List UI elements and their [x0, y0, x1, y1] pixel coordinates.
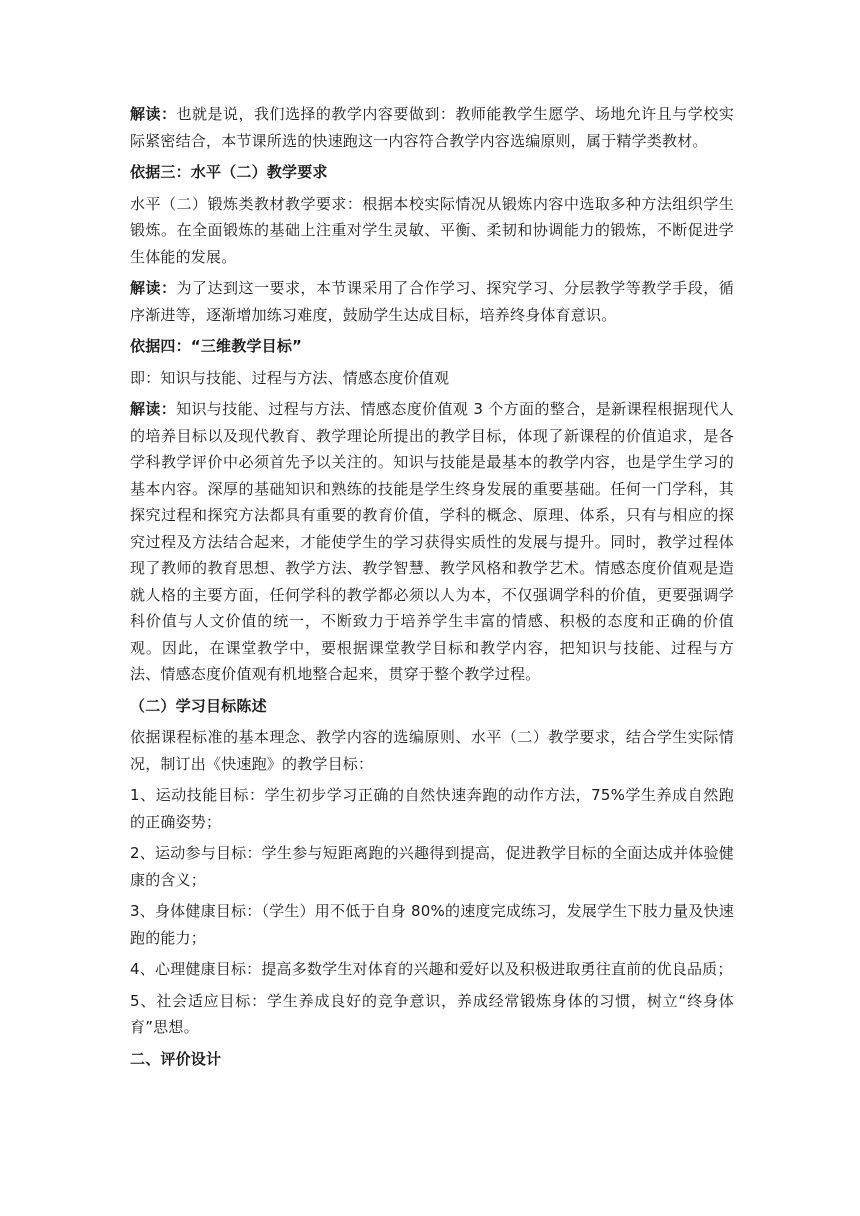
paragraph-three-dimensions: 即：知识与技能、过程与方法、情感态度价值观	[130, 368, 450, 387]
paragraph-text: 为了达到这一要求，本节课采用了合作学习、探究学习、分层教学等教学手段，循序渐进等，逐渐增加练习难度，鼓励学生达成目标，培养终身体育意识。	[130, 279, 734, 324]
objective-item-4: 4、心理健康目标：提高多数学生对体育的兴趣和爱好以及积极进取勇往直前的优良品质；	[130, 960, 733, 978]
objective-item-3: 3、身体健康目标：（学生）用不低于自身 80%的速度完成练习，发展学生下肢力量及快速跑的能力；	[130, 902, 734, 947]
heading-basis-four: 依据四：“三维教学目标”	[130, 337, 303, 355]
paragraph-interpretation-3	[130, 396, 734, 688]
paragraph-text: 知识与技能、过程与方法、情感态度价值观 3 个方面的整合，是新课程根据现代人的培养目标以及现代教育、教学理论所提出的教学目标，体现了新课程的价值追求，是各学科教学评价中必须首先予以关注的。知识与技能是最基本的教学内容，也是学生学习的基本内容。深厚的基础知识和熟练的技能是学生终身发展的重要基础。任何一门学科，其探究过程和探究方法都具有重要的教育价值，学科的概念、原理、体系，只有与相应的探究过程及方法结合起来，才能使学生的学习获得实质性的发展与提升。同时，教学过程体现了教师的教育思想、教学方法、教学智慧、教学风格和教学艺术。情感态度价值观是造就人格的主要方面，任何学科的教学都必须以人为本，不仅强调学科的价值，更要强调学科价值与人文价值的统一，不断致力于培养学生丰富的情感、积极的态度和正确的价值观。因此，在课堂教学中，要根据课堂教学目标和教学内容，把知识与技能、过程与方法、情感态度价值观有机地整合起来，贯穿于整个教学过程。	[130, 400, 734, 683]
objective-item-1: 1、运动技能目标：学生初步学习正确的自然快速奔跑的动作方法，75%学生养成自然跑的正确姿势；	[130, 786, 734, 831]
interpretation-label: 解读：	[130, 279, 177, 297]
objective-item-2: 2、运动参与目标：学生参与短距离跑的兴趣得到提高，促进教学目标的全面达成并体验健康的含义；	[130, 844, 734, 889]
objective-item-5: 5、社会适应目标：学生养成良好的竞争意识，养成经常锻炼身体的习惯，树立“终身体育”思想。	[130, 991, 734, 1036]
interpretation-label: 解读：	[130, 400, 177, 418]
paragraph-text: 也就是说，我们选择的教学内容要做到：教师能教学生愿学、场地允许且与学校实际紧密结合，本节课所选的快速跑这一内容符合教学内容选编原则，属于精学类教材。	[130, 105, 734, 150]
heading-basis-three: 依据三：水平（二）教学要求	[130, 163, 328, 181]
heading-learning-objectives: （二）学习目标陈述	[130, 696, 267, 715]
paragraph-interpretation-1	[130, 101, 734, 154]
interpretation-label: 解读：	[130, 105, 177, 123]
document-page	[130, 101, 734, 1077]
paragraph-objectives-intro: 依据课程标准的基本理念、教学内容的选编原则、水平（二）教学要求，结合学生实际情况，制订出《快速跑》的教学目标：	[130, 728, 734, 773]
heading-evaluation-design: 二、评价设计	[130, 1049, 222, 1068]
paragraph-interpretation-2	[130, 275, 734, 328]
paragraph-level-two-requirements: 水平（二）锻炼类教材教学要求：根据本校实际情况从锻炼内容中选取多种方法组织学生锻炼。在全面锻炼的基础上注重对学生灵敏、平衡、柔韧和协调能力的锻炼，不断促进学生体能的发展。	[130, 194, 734, 266]
